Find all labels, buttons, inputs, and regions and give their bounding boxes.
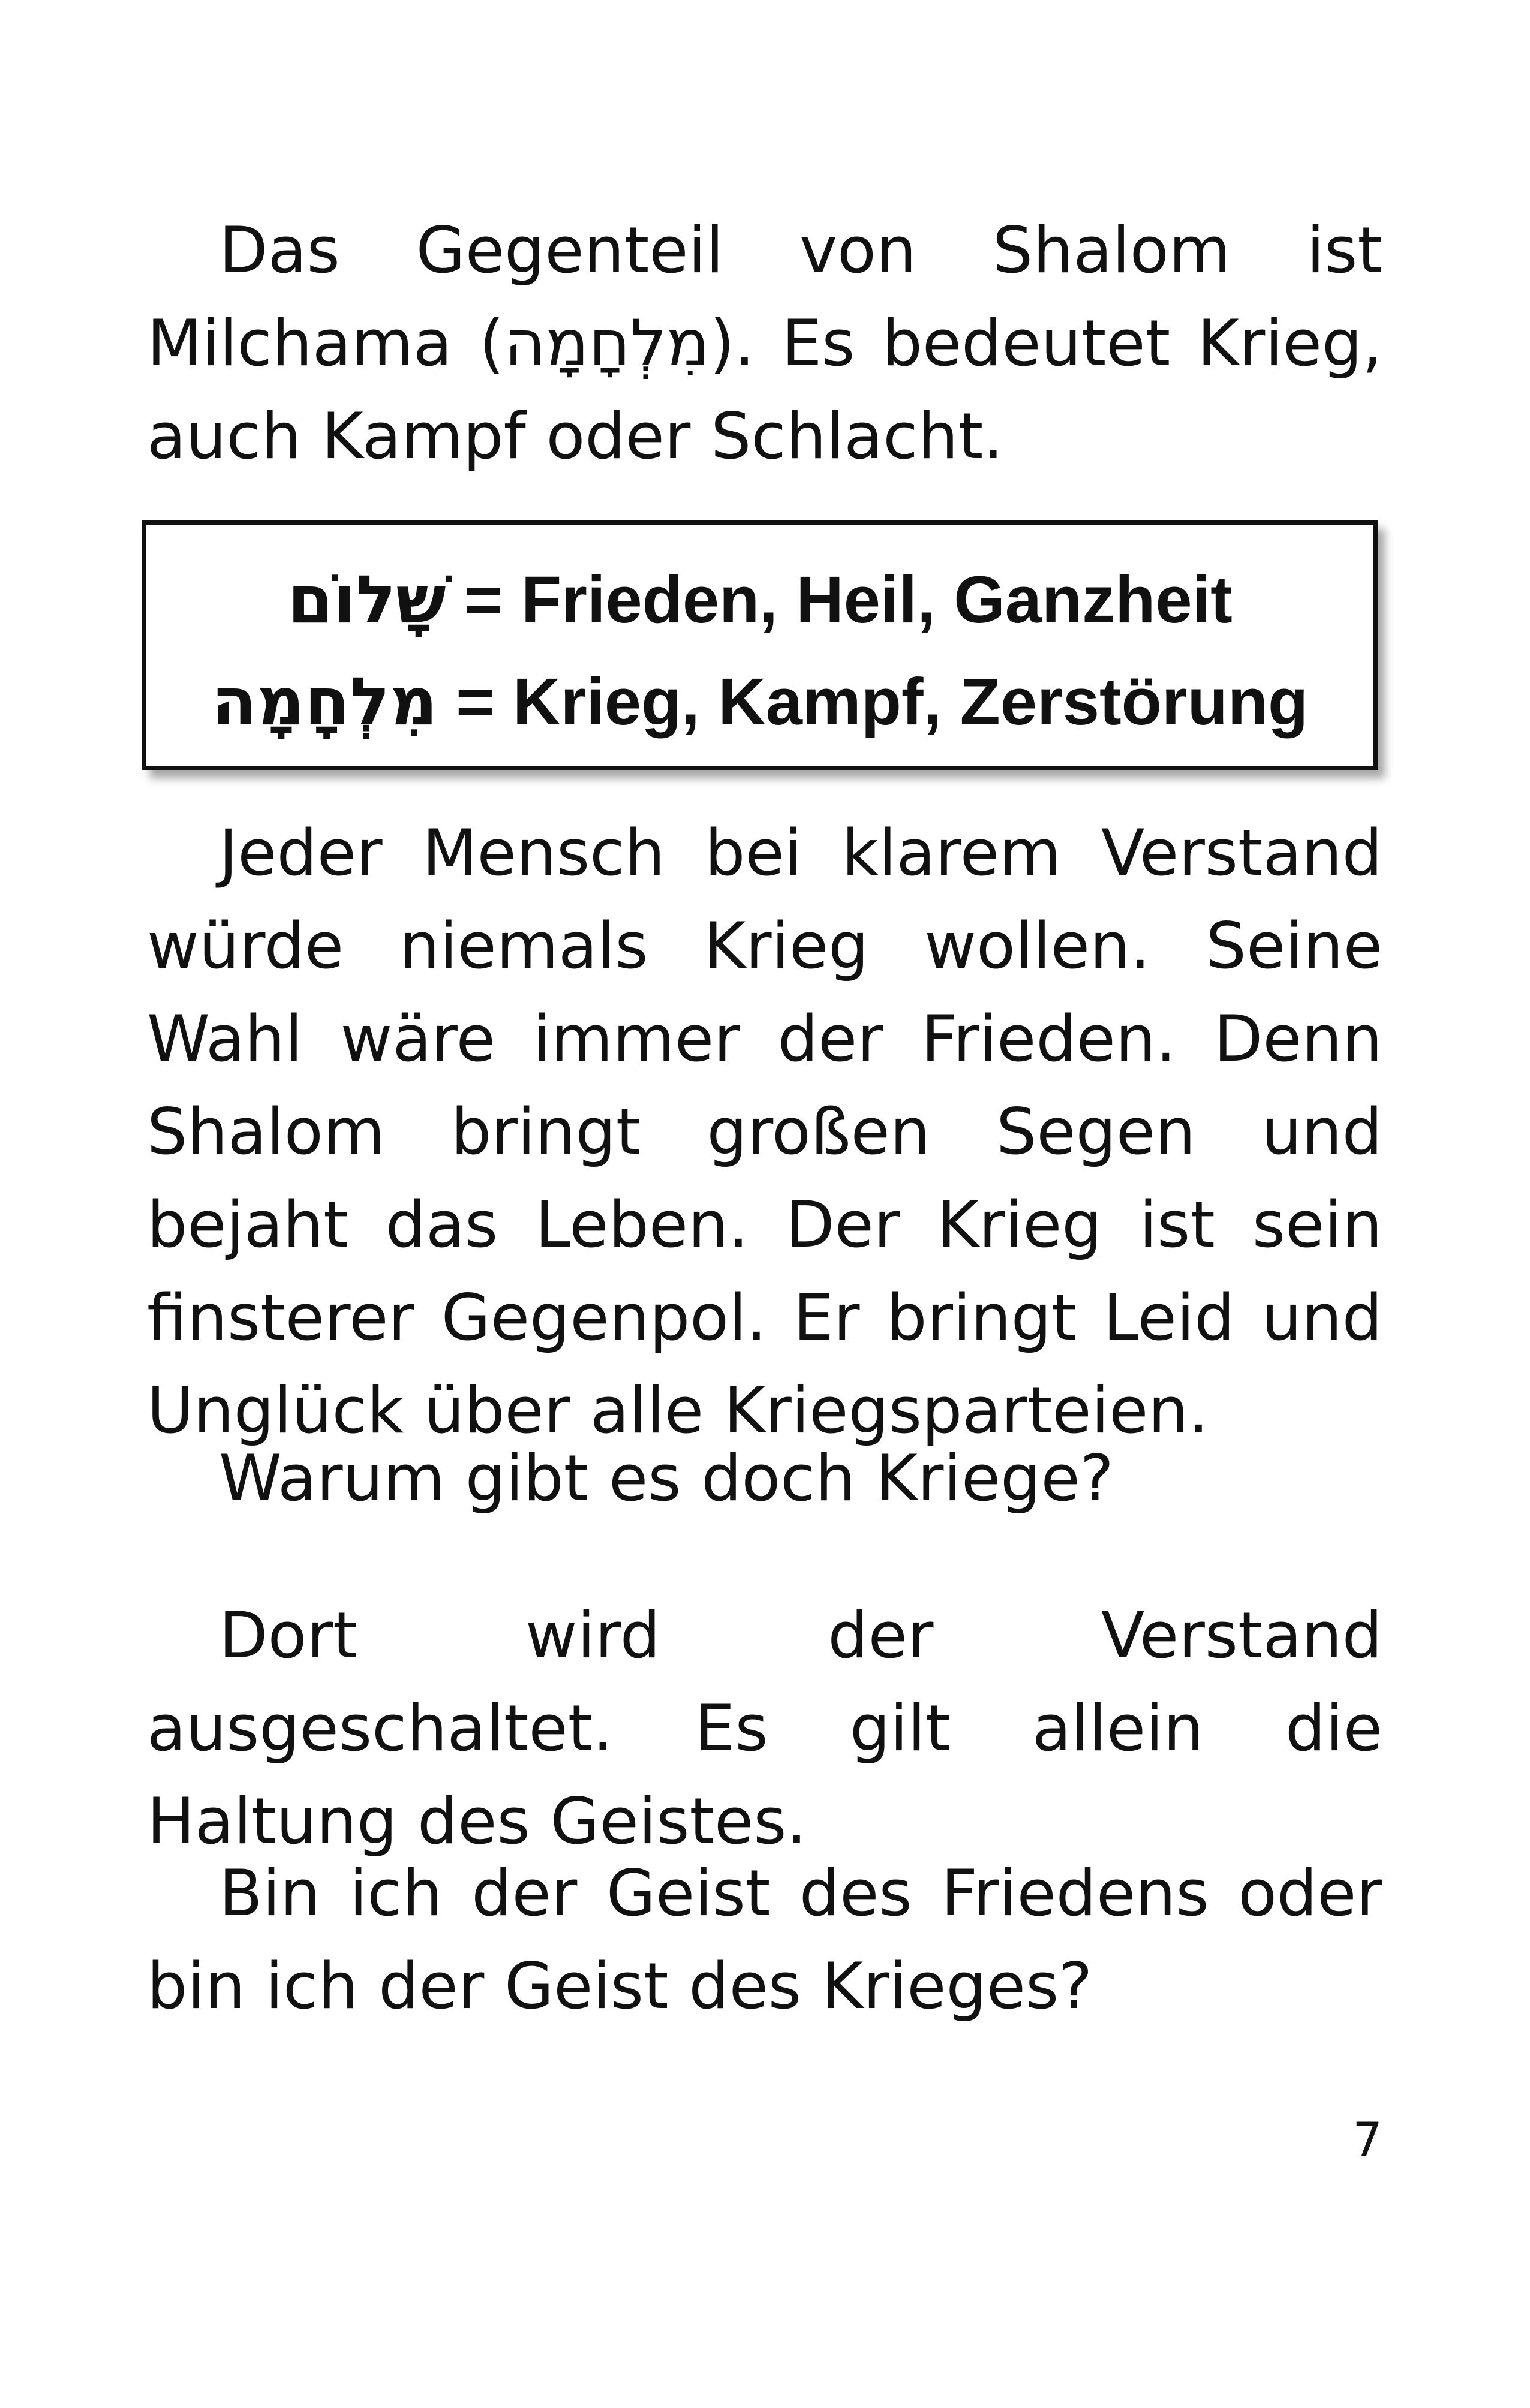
intro-text-before: Das Gegenteil von Shalom ist Milchama ( <box>147 213 1382 380</box>
definition-milchama <box>146 660 1373 744</box>
page-number: 7 <box>1352 2114 1382 2168</box>
hebrew-milchama: מִלְחָמָה <box>504 306 710 380</box>
hebrew-shalom: שָׁלוֹם <box>287 561 446 638</box>
paragraph-answer: Dort wird der Verstand ausgeschaltet. Es gilt allein die Haltung des Geistes. <box>147 1599 1382 1858</box>
paragraph-war-vs-peace: Jeder Mensch bei klarem Verstand würde niemals Krieg wollen. Seine Wahl wäre immer der Frieden. Denn Shalom bringt großen Segen und bejaht das Leben. Der Krieg ist sein finsterer Gegenpol. Er bringt Leid und Unglück über alle Kriegsparteien. <box>147 816 1382 1447</box>
definition-milchama-text: = Krieg, Kampf, Zerstörung <box>437 665 1309 739</box>
paragraph-question: Warum gibt es doch Kriege? <box>219 1441 1114 1515</box>
hebrew-milchama-definition: מִלְחָמָה <box>211 663 438 740</box>
intro-text-after: ). Es bedeutet Krieg, auch Kampf oder Schlacht. <box>147 306 1382 473</box>
paragraph-intro <box>147 204 1382 483</box>
paragraph-closing-question: Bin ich der Geist des Friedens oder bin ich der Geist des Krieges? <box>147 1856 1382 2023</box>
definition-shalom-text: = Frieden, Heil, Ganzheit <box>446 563 1233 637</box>
definition-shalom <box>146 558 1373 642</box>
definition-box <box>142 520 1378 770</box>
